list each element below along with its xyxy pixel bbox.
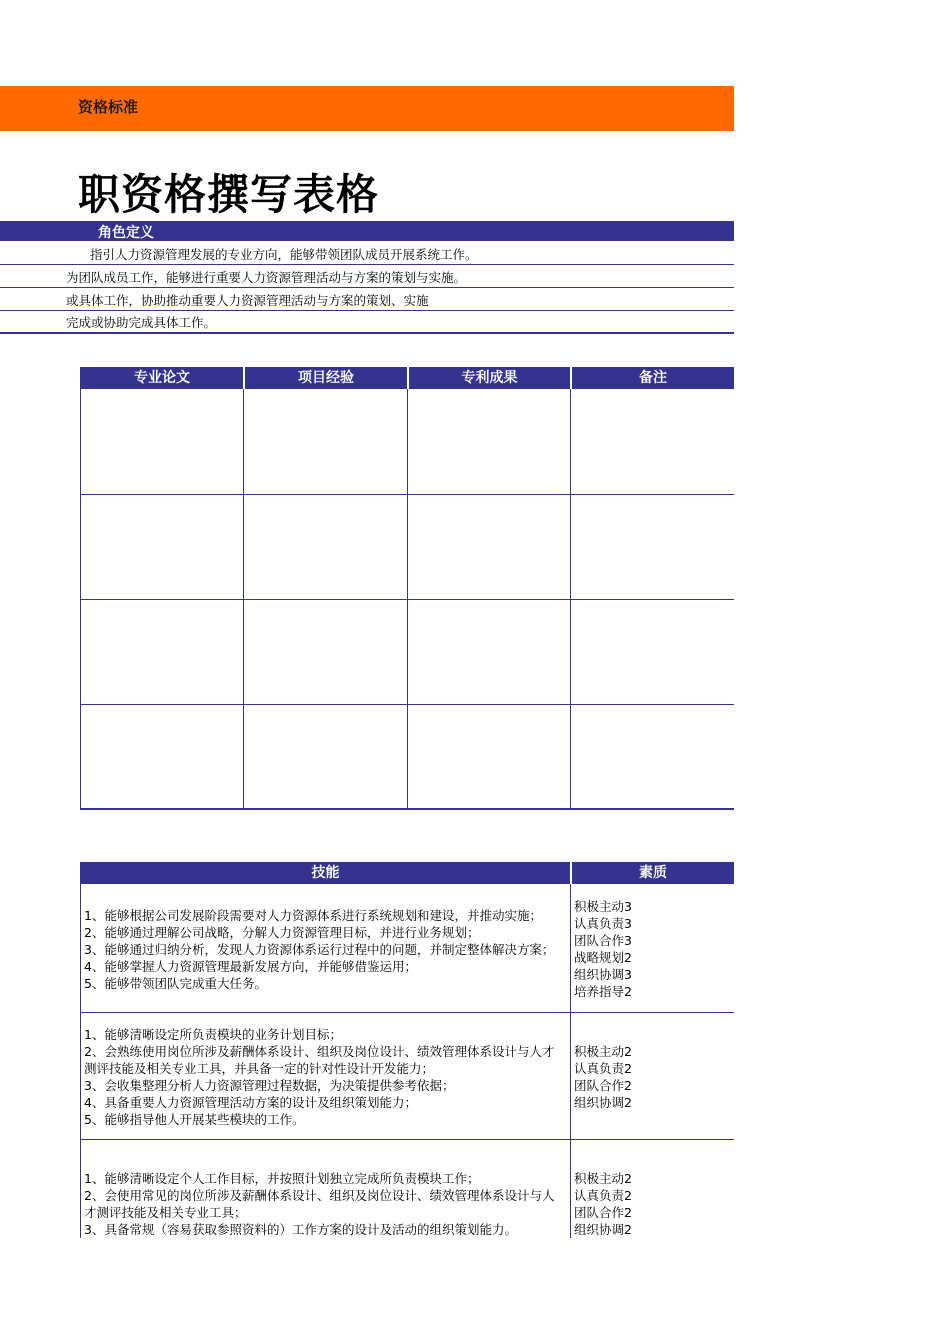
column-header-patents: 专利成果 bbox=[409, 367, 570, 389]
column-header-qualities: 素质 bbox=[572, 862, 734, 884]
grid-line bbox=[80, 704, 734, 705]
role-row bbox=[0, 265, 734, 288]
skills-cell: 1、能够清晰设定所负责模块的业务计划目标； 2、会熟练使用岗位所涉及薪酬体系设计、组织及岗位设计、绩效管理体系设计与人才 测评技能及相关专业工具，并具备一定的针对性设计开发能力； 3、会收集整理分析人力资源管理过程数据，为决策提供参考依据； 4、具备重要人力资源管理活动方案的设计及组织策划能力； 5、能够指导他人开展某些模块的工作。 bbox=[84, 1027, 555, 1127]
column-header-remarks: 备注 bbox=[572, 367, 734, 389]
skills-cell: 1、能够根据公司发展阶段需要对人力资源体系进行系统规划和建设，并推动实施； 2、能够通过理解公司战略，分解人力资源管理目标，并进行业务规划； 3、能够通过归纳分析，发现人力资源体系运行过程中的问题，并制定整体解决方案； 4、能够掌握人力资源管理最新发展方向，并能够借鉴运用； 5、能够带领团队完成重大任务。 bbox=[84, 908, 555, 991]
role-row-text: 或具体工作，协助推动重要人力资源管理活动与方案的策划、实施 bbox=[66, 293, 429, 308]
role-row-text: 完成或协助完成具体工作。 bbox=[66, 315, 217, 330]
qualities-cell: 积极主动3 认真负责3 团队合作3 战略规划2 组织协调3 培养指导2 bbox=[574, 899, 632, 999]
grid-line bbox=[80, 862, 81, 1238]
role-row bbox=[0, 242, 734, 265]
qualities-cell: 积极主动2 认真负责2 团队合作2 组织协调2 bbox=[574, 1044, 632, 1110]
role-row-text: 为团队成员工作，能够进行重要人力资源管理活动与方案的策划与实施。 bbox=[66, 270, 467, 285]
grid-line bbox=[80, 1012, 734, 1013]
role-row bbox=[0, 310, 734, 334]
grid-line bbox=[570, 884, 571, 1238]
qualities-cell: 积极主动2 认真负责2 团队合作2 组织协调2 bbox=[574, 1171, 632, 1237]
grid-line bbox=[80, 367, 81, 809]
grid-line bbox=[80, 1139, 734, 1140]
grid-line bbox=[80, 599, 734, 600]
role-row bbox=[0, 288, 734, 311]
role-definition-header bbox=[0, 221, 734, 241]
achievements-table-header bbox=[0, 367, 734, 389]
column-header-skills: 技能 bbox=[81, 862, 570, 884]
grid-line bbox=[80, 808, 734, 810]
column-header-projects: 项目经验 bbox=[245, 367, 407, 389]
column-header-papers: 专业论文 bbox=[81, 367, 243, 389]
skills-cell: 1、能够清晰设定个人工作目标，并按照计划独立完成所负责模块工作； 2、会使用常见的岗位所涉及薪酬体系设计、组织及岗位设计、绩效管理体系设计与人 才测评技能及相关专业工具； 3、具备常规（容易获取参照资料的）工作方案的设计及活动的组织策划能力。 bbox=[84, 1171, 555, 1237]
role-definition-header-label: 角色定义 bbox=[98, 225, 154, 241]
page-title: 职资格撰写表格 bbox=[78, 170, 380, 219]
role-row-text: 指引人力资源管理发展的专业方向，能够带领团队成员开展系统工作。 bbox=[90, 247, 478, 262]
grid-line bbox=[80, 494, 734, 495]
banner-title: 资格标准 bbox=[78, 98, 139, 116]
